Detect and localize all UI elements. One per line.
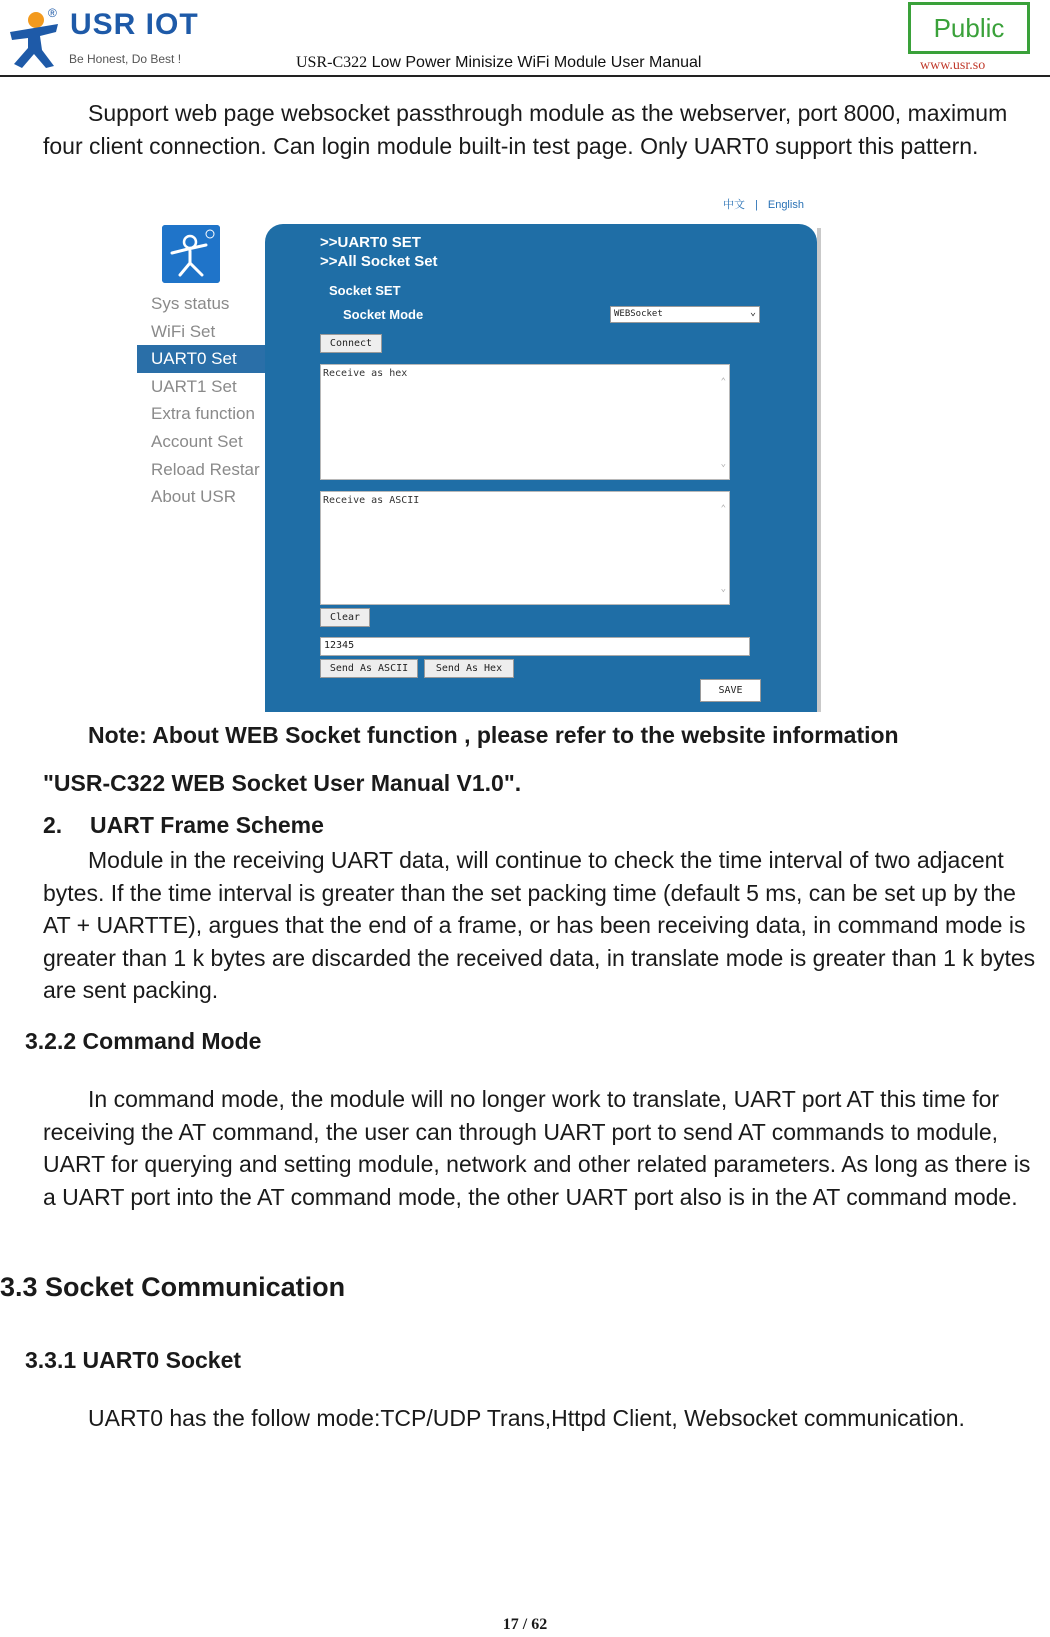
receive-ascii-textarea[interactable]	[320, 491, 730, 605]
save-button[interactable]: SAVE	[700, 679, 761, 702]
sidebar-item-reload-restar[interactable]: Reload Restar	[151, 459, 260, 479]
socket-mode-value: WEBSocket	[614, 309, 663, 319]
section-heading-uart0-socket: 3.3.1 UART0 Socket	[25, 1347, 242, 1373]
uart0-settings-panel	[265, 224, 817, 712]
chevron-down-icon: ⌄	[749, 307, 756, 318]
send-as-ascii-button[interactable]: Send As ASCII	[320, 659, 418, 678]
lang-separator: |	[755, 199, 758, 211]
sidebar-item-wifi-set[interactable]: WiFi Set	[151, 321, 216, 341]
scroll-down-icon[interactable]: ⌄	[720, 584, 726, 594]
breadcrumb-socket: >>All Socket Set	[320, 253, 438, 270]
sidebar-menu	[137, 290, 265, 511]
brand-logo-text: USR IOT	[70, 8, 199, 41]
document-model: USR-C322	[296, 54, 368, 71]
document-title	[296, 54, 701, 72]
send-input-value: 12345	[324, 640, 355, 651]
sidebar-item-extra-function[interactable]: Extra function	[151, 404, 255, 424]
page-separator: /	[518, 1616, 532, 1633]
lang-zh-link[interactable]: 中文	[723, 199, 745, 211]
section-number: 2.	[43, 812, 63, 838]
socket-mode-label: Socket Mode	[343, 307, 424, 322]
receive-hex-placeholder: Receive as hex	[323, 368, 408, 379]
scroll-down-icon[interactable]: ⌄	[720, 459, 726, 469]
page-number	[0, 1616, 1050, 1634]
section-heading-uart-frame: UART Frame Scheme	[90, 812, 324, 838]
command-mode-paragraph: In command mode, the module will no longer work to translate, UART port AT this time for receiving the AT command, the user can through UART port to send AT commands to module, UART for querying and setting module, network and other related parameters. As long as there is a UART port into the AT command mode, the other UART port also is in the AT command mode.	[43, 1086, 1031, 1210]
receive-ascii-placeholder: Receive as ASCII	[323, 495, 420, 506]
uart0-socket-paragraph: UART0 has the follow mode:TCP/UDP Trans,Httpd Client, Websocket communication.	[88, 1405, 965, 1431]
clear-button[interactable]: Clear	[320, 608, 370, 627]
socket-mode-select[interactable]	[610, 306, 760, 323]
section-heading-command-mode: 3.2.2 Command Mode	[25, 1028, 262, 1054]
connect-button[interactable]: Connect	[320, 334, 382, 353]
socket-set-heading: Socket SET	[329, 283, 401, 298]
sidebar-item-uart1-set[interactable]: UART1 Set	[151, 376, 237, 396]
document-title-text: Low Power Minisize WiFi Module User Manual	[371, 54, 702, 71]
usr-runner-icon	[162, 225, 220, 283]
header-divider	[0, 75, 1050, 77]
send-as-hex-button[interactable]: Send As Hex	[424, 659, 514, 678]
section-heading-socket-communication: 3.3 Socket Communication	[0, 1272, 346, 1302]
scroll-up-icon[interactable]: ⌃	[720, 504, 726, 514]
send-input[interactable]	[320, 637, 750, 656]
language-switch	[718, 196, 809, 212]
sidebar-item-about-usr[interactable]: About USR	[151, 487, 237, 507]
lang-en-link[interactable]: English	[767, 199, 804, 211]
total-pages: 62	[531, 1616, 548, 1633]
brand-slogan: Be Honest, Do Best !	[69, 52, 182, 66]
receive-hex-textarea[interactable]	[320, 364, 730, 480]
scroll-up-icon[interactable]: ⌃	[720, 377, 726, 387]
sidebar-item-sys-status[interactable]: Sys status	[151, 294, 230, 313]
panel-shadow	[817, 228, 821, 712]
website-url: www.usr.so	[920, 58, 986, 73]
uart-frame-paragraph: Module in the receiving UART data, will continue to check the time interval of two adjacent bytes. If the time interval is greater than the set packing time (default 5 ms, can be set up by the AT + UARTTE), argues that the end of a frame, or has been receiving data, in command mode is greater than 1 k bytes are discarded the received data, in translate mode is greater than 1 k bytes are sent packing.	[43, 847, 1036, 1003]
public-badge: Public	[908, 2, 1030, 54]
current-page: 17	[502, 1616, 519, 1633]
websocket-note: Note: About WEB Socket function , please refer to the website information	[88, 722, 899, 748]
registered-mark: ®	[48, 6, 57, 20]
sidebar-item-uart0-set[interactable]: UART0 Set	[137, 345, 265, 373]
intro-paragraph: Support web page websocket passthrough module as the webserver, port 8000, maximum four client connection. Can login module built-in test page. Only UART0 support this pattern.	[43, 100, 1008, 159]
sidebar-item-account-set[interactable]: Account Set	[151, 431, 243, 451]
breadcrumb-uart0: >>UART0 SET	[320, 234, 421, 251]
websocket-note-reference: "USR-C322 WEB Socket User Manual V1.0".	[43, 770, 522, 796]
